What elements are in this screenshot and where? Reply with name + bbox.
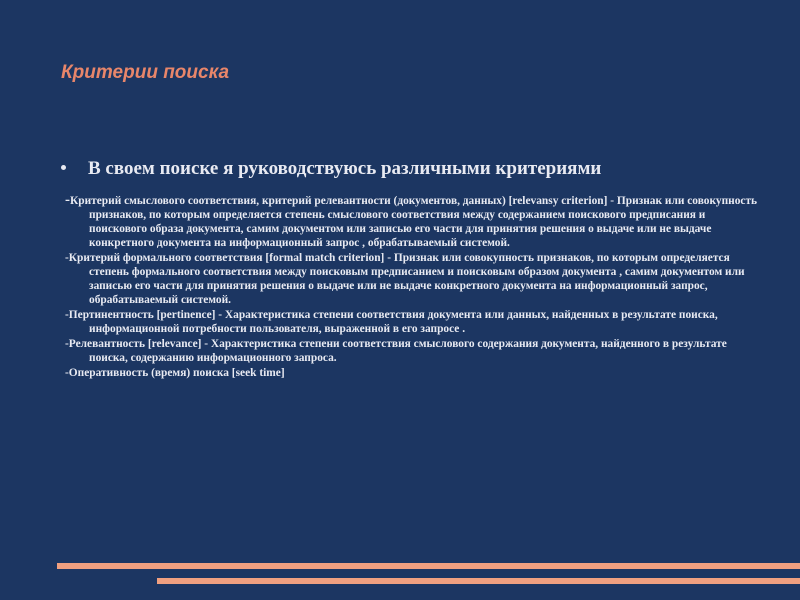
bullet-text: В своем поиске я руководствуюсь различными критериями	[88, 158, 602, 179]
paragraph-pertinence: -Пертинентность [pertinence] - Характеристика степени соответствия документа или данных, найденных в результате поиска, информационной потребности пользователя, выраженной в его запросе .	[65, 309, 718, 335]
decorative-stripe-bottom	[157, 578, 800, 584]
paragraph-semantic-criterion: -Критерий смыслового соответствия, критерий релевантности (документов, данных) [relevansy criterion] - Признак или совокупность признаков, по которым определяется степень смыслового соответствия между содержанием поискового предписания и поискового образа документа, самим документом или записью его части для принятия решения о выдаче или не выдаче конкретного документа на информационный запрос , обрабатываемый системой.	[65, 192, 758, 249]
paragraph-formal-criterion: -Критерий формального соответствия [formal match criterion] - Признак или совокупность признаков, по которым определяется степень формального соответствия между поисковым предписанием и поисковым образом документа , самим документом или записью его части для принятия решения о выдаче или не выдаче конкретного документа на информационный запрос, обрабатываемый системой.	[65, 252, 745, 306]
paragraph-relevance: -Релевантность [relevance] - Характеристика степени соответствия смыслового содержания документа, найденного в результате поиска, содержанию информационного запроса.	[65, 338, 727, 364]
decorative-stripe-top	[57, 563, 800, 569]
bullet-dot-icon	[61, 165, 66, 170]
slide-body	[65, 193, 765, 381]
paragraph-seek-time: -Оперативность (время) поиска [seek time]	[65, 367, 285, 379]
bullet-item	[61, 158, 781, 180]
slide-title: Критерии поиска	[61, 62, 230, 83]
